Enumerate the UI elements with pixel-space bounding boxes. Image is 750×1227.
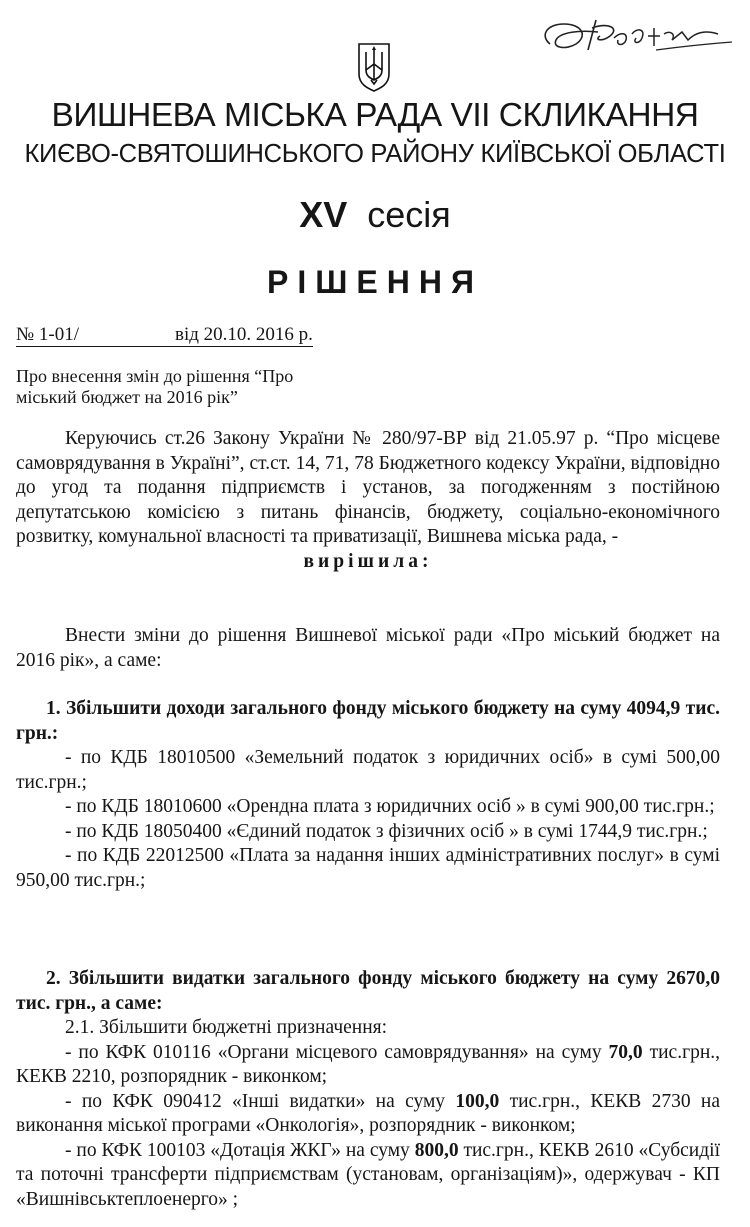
subject-line-1: Про внесення змін до рішення “Про xyxy=(16,366,294,386)
session-heading xyxy=(0,193,750,237)
preamble-paragraph: Керуючись ст.26 Закону України № 280/97-ВР від 21.05.97 р. “Про місцеве самоврядування в Україні”, ст.ст. 14, 71, 78 Бюджетного кодексу України, відповідно до угод та подання підприємств і установ, за погодженням з постійною депутатською комісією з питань фінансів, бюджету, соціально-економічного розвитку, комунальної власності та приватизації, Вишнева міська рада, - xyxy=(16,428,720,547)
decree-number-line xyxy=(16,322,313,348)
amount-2: 100,0 xyxy=(455,1090,500,1112)
section-2-subtitle: 2.1. Збільшити бюджетні призначення: xyxy=(65,1017,388,1038)
section-2-title: 2. Збільшити видатки загального фонду міського бюджету на суму 2670,0 тис. грн., а саме: xyxy=(16,968,720,1014)
section-2-item-1: - по КФК 010116 «Органи місцевого самоврядування» на суму 70,0 тис.грн., КЕКВ 2210, розпорядник - виконком; xyxy=(16,1041,721,1087)
section-1-title: 1. Збільшити доходи загального фонду міського бюджету на суму 4094,9 тис. грн.: xyxy=(16,698,720,744)
council-title: ВИШНЕВА МІСЬКА РАДА VII СКЛИКАННЯ xyxy=(51,97,699,134)
section-1-item-3: - по КДБ 18050400 «Єдиний податок з фізичних осіб » в сумі 1744,9 тис.грн.; xyxy=(65,820,708,842)
section-1-item-4: - по КДБ 22012500 «Плата за надання інших адміністративних послуг» в сумі 950,00 тис.грн.; xyxy=(16,845,720,891)
intro-block xyxy=(16,624,720,673)
district-title: КИЄВО-СВЯТОШИНСЬКОГО РАЙОНУ КИЇВСЬКОЇ ОБЛАСТІ xyxy=(24,140,726,168)
decree-number: № 1-01/ від 20.10. 2016 р. xyxy=(16,324,313,345)
session-number: XV xyxy=(299,194,348,235)
document-type: РІШЕННЯ xyxy=(267,264,483,300)
session-word: сесія xyxy=(367,194,451,235)
trident-emblem-icon xyxy=(357,40,391,92)
amount-3: 800,0 xyxy=(414,1139,459,1161)
section-2-item-2: - по КФК 090412 «Інші видатки» на суму 100,0 тис.грн., КЕКВ 2730 на виконання міської програми «Онкологія», розпорядник - виконком; xyxy=(16,1090,720,1136)
main-text xyxy=(16,427,720,574)
subject-line-2: міський бюджет на 2016 рік” xyxy=(16,387,238,407)
handwritten-signature xyxy=(536,6,736,66)
amount-1: 70,0 xyxy=(608,1041,643,1063)
section-1 xyxy=(16,697,720,893)
section-2 xyxy=(16,967,720,1212)
section-1-item-2: - по КДБ 18010600 «Орендна плата з юридичних осіб » в сумі 900,00 тис.грн.; xyxy=(65,796,715,817)
subject-block xyxy=(16,366,376,408)
section-1-item-1: - по КДБ 18010500 «Земельний податок з юридичних осіб» в сумі 500,00 тис.грн.; xyxy=(16,747,720,793)
intro-paragraph: Внести зміни до рішення Вишневої міської ради «Про міський бюджет на 2016 рік», а саме: xyxy=(16,625,720,671)
section-2-item-3: - по КФК 100103 «Дотація ЖКГ» на суму 800,0 тис.грн., КЕКВ 2610 «Субсидії та поточні трансферти підприємствам (установам, організаціям)», одержувач - КП «Вишнівськтеплоенерго» ; xyxy=(16,1139,720,1210)
decree-date: від 20.10. 2016 р. xyxy=(174,324,313,345)
resolved-heading: вирішила: xyxy=(303,550,433,572)
